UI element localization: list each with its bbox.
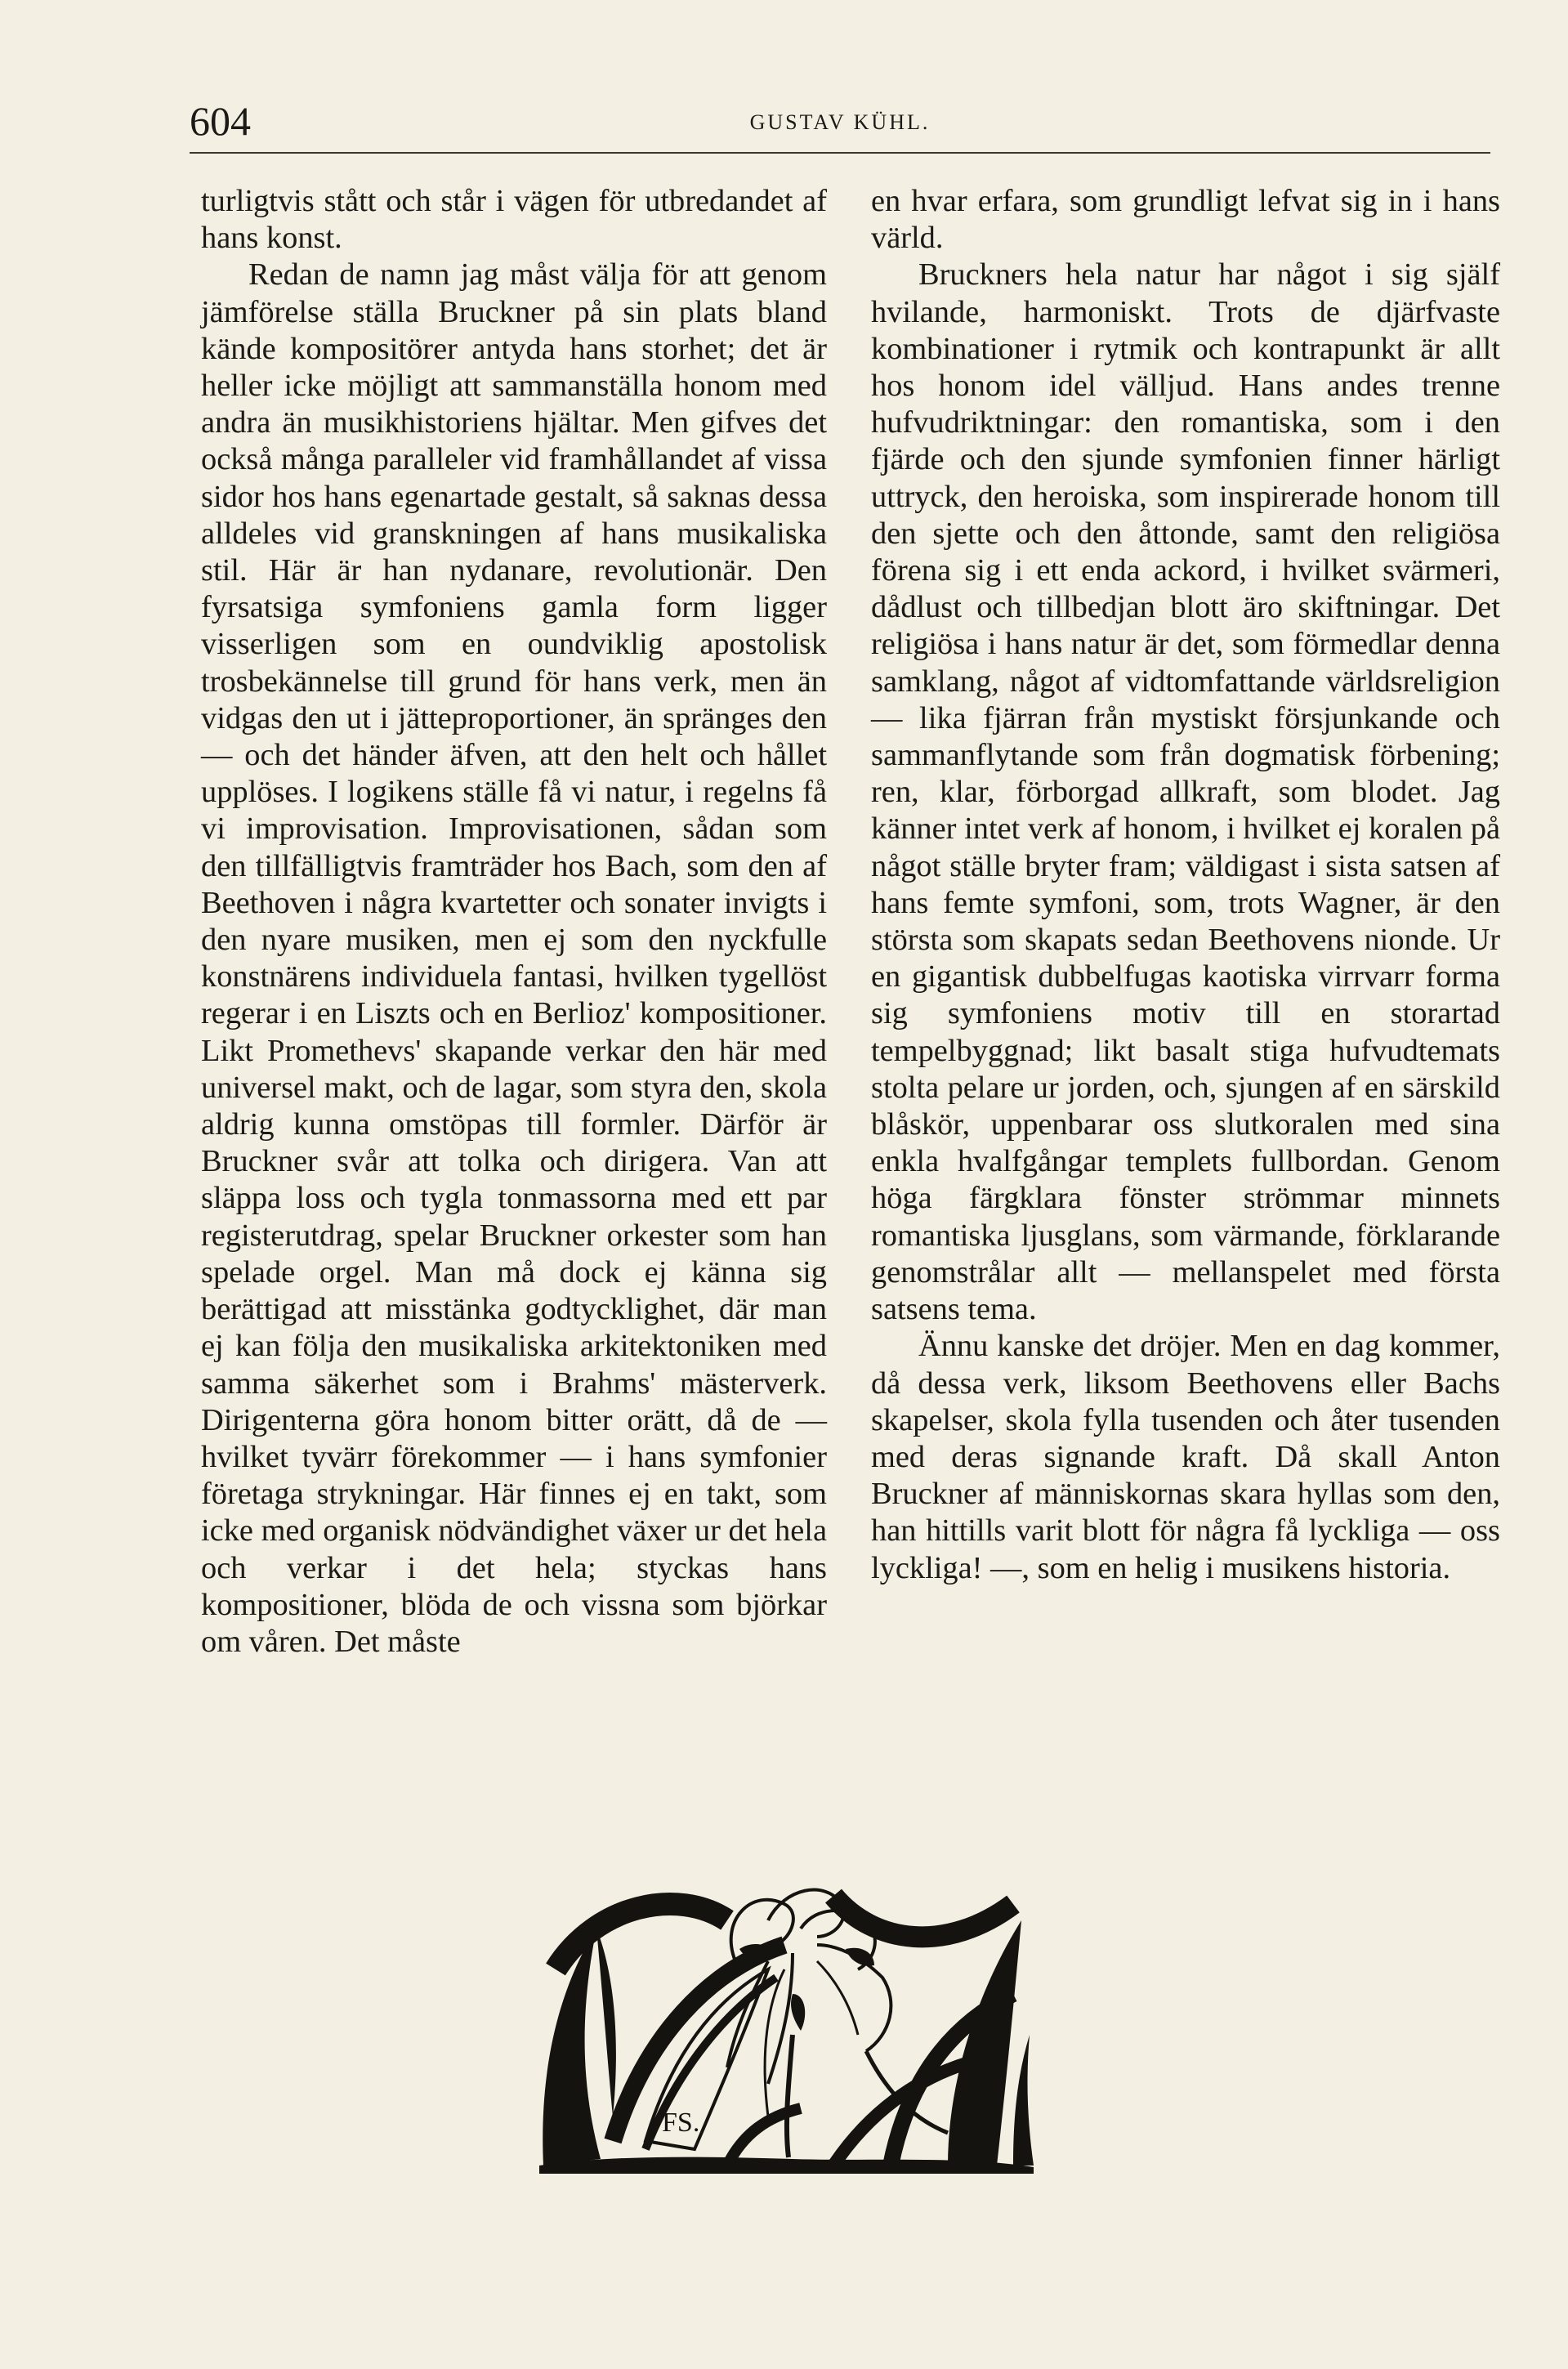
running-head: GUSTAV KÜHL. <box>749 110 931 134</box>
paragraph: Bruckners hela natur har något i sig själf hvilande, harmoniskt. Trots de djärfvaste kombinationer i rytmik och kontrapunkt är allt hos honom idel välljud. Hans andes trenne hufvudriktningar: den romantiska, som i den fjärde och den sjunde symfonien finner härligt uttryck, den heroiska, som inspirerade honom till den sjette och den åttonde, samt den religiösa förena sig i ett enda ackord, i hvilket svärmeri, dådlust och tillbedjan blott äro skiftningar. Det religiösa i hans natur är det, som förmedlar denna samklang, något af vidtomfattande världsreligion — lika fjärran från mystiskt försjunkande och sammanflytande som från dogmatisk förbening; ren, klar, förborgad allkraft, som blodet. Jag känner intet verk af honom, i hvilket ej koralen på något ställe bryter fram; väldigast i sista satsen af hans femte symfoni, som, trots Wagner, är den största som skapats sedan Beethovens nionde. Ur en gigantisk dubbelfugas kaotiska virrvarr forma sig symfoniens motiv till en storartad tempelbyggnad; likt basalt stiga hufvudtemats stolta pelare ur jorden, och, sjungen af en särskild blåskör, uppenbarar oss slutkoralen med sina enkla hvalfgångar templets fullbordan. Genom höga färgklara fönster strömmar minnets romantiska ljusglans, som värmande, förklarande genomstrålar allt — mellanspelet med första satsens tema. <box>871 257 1500 1327</box>
iris-flower-vignette-icon <box>523 1871 1046 2174</box>
header-rule <box>190 152 1490 154</box>
paragraph: en hvar erfara, som grundligt lefvat sig in i hans värld. <box>871 184 1500 256</box>
page-header <box>190 96 1490 154</box>
page-number: 604 <box>190 98 251 144</box>
monogram: FS. <box>662 2108 700 2138</box>
paragraph: turligtvis stått och står i vägen för utbredandet af hans konst. <box>201 184 827 256</box>
paragraph: Ännu kanske det dröjer. Men en dag kommer, då dessa verk, liksom Beethovens eller Bachs skapelser, skola fylla tusenden och åter tusenden med deras signande kraft. Då skall Anton Bruckner af människornas skara hyllas som den, han hittills varit blott för några få lyckliga — oss lyckliga! —, som en helig i musikens historia. <box>871 1329 1500 1585</box>
left-column <box>201 183 827 1661</box>
right-column <box>871 183 1500 1587</box>
paragraph: Redan de namn jag måst välja för att genom jämförelse ställa Bruckner på sin plats bland kände kompositörer antyda hans storhet; det är heller icke möjligt att sammanställa honom med andra än musikhistoriens hjältar. Men gifves det också många paralleler vid framhållandet af vissa sidor hos hans egenartade gestalt, så saknas dessa alldeles vid granskningen af hans musikaliska stil. Här är han nydanare, revolutionär. Den fyrsatsiga symfoniens gamla form ligger visserligen som en oundviklig apostolisk trosbekännelse till grund för hans verk, men än vidgas den ut i jätteproportioner, än spränges den — och det händer äfven, att den helt och hållet upplöses. I logikens ställe få vi natur, i regelns få vi improvisation. Improvisationen, sådan som den tillfälligtvis framträder hos Bach, som den af Beethoven i några kvartetter och sonater invigts i den nyare musiken, men ej som den nyckfulle konstnärens individuela fantasi, hvilken tygellöst regerar i en Liszts och en Berlioz' kompositioner. Likt Promethevs' skapande verkar den här med universel makt, och de lagar, som styra den, skola aldrig kunna omstöpas till formler. Därför är Bruckner svår att tolka och dirigera. Van att släppa loss och tygla tonmassorna med ett par registerutdrag, spelar Bruckner orkester som han spelade orgel. Man må dock ej känna sig berättigad att misstänka godtycklighet, där man ej kan följa den musikaliska arkitektoniken med samma säkerhet som i Brahms' mästerverk. Dirigenterna göra honom bitter orätt, då de — hvilket tyvärr förekommer — i hans symfonier företaga strykningar. Här finnes ej en takt, som icke med organisk nödvändighet växer ur det hela och verkar i det hela; styckas hans kompositioner, blöda de och vissna som björkar om våren. Det måste <box>201 257 827 1659</box>
